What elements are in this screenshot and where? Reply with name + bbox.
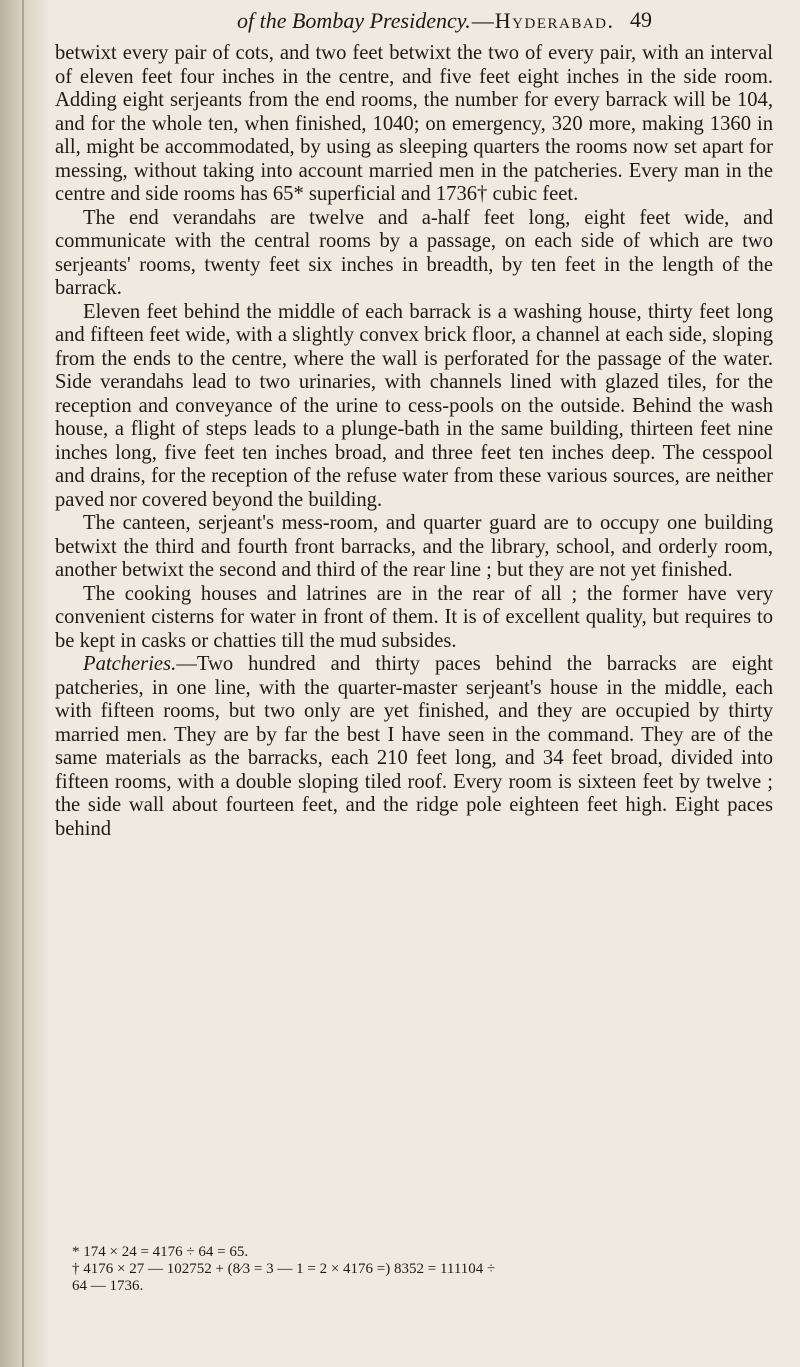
running-header-place: Hyderabad. <box>494 8 615 33</box>
body-text <box>55 42 773 841</box>
paragraph: The canteen, serjeant's mess-room, and quarter guard are to occupy one building betwixt the third and fourth front barracks, and the library, school, and orderly room, another betwixt the second and third of the rear line ; but they are not yet finished. <box>55 512 773 581</box>
binding-edge <box>22 0 24 1367</box>
running-header-title: of the Bombay Presidency. <box>237 8 471 33</box>
page-binding-shadow <box>0 0 48 1367</box>
paragraph-body: —Two hundred and thirty paces behind the barracks are eight patcheries, in one line, with the quarter-master serjeant's house in the middle, each with fifteen rooms, but two only are yet finished, and they are occupied by thirty married men. They are by far the best I have seen in the command. They are of the same materials as the barracks, each 210 feet long, and 34 feet broad, divided into fifteen rooms, with a double sloping tiled roof. Every room is sixteen feet by twelve ; the side wall about fourteen feet, and the ridge pole eighteen feet high. Eight paces behind <box>55 653 773 840</box>
footnote: 64 — 1736. <box>72 1278 144 1294</box>
paragraph: The end verandahs are twelve and a-half feet long, eight feet wide, and communicate with the central rooms by a passage, on each side of which are two serjeants' rooms, twenty feet six inches in breadth, by ten feet in the length of the barrack. <box>55 206 773 299</box>
footnote: * 174 × 24 = 4176 ÷ 64 = 65. <box>72 1244 249 1260</box>
page-number: 49 <box>630 7 652 32</box>
paragraph: betwixt every pair of cots, and two feet betwixt the two of every pair, with an interval of eleven feet four inches in the centre, and five feet eight inches in the side room. Adding eight serjeants from the end rooms, the number for every barrack will be 104, and for the whole ten, when finished, 1040; on emergency, 320 more, making 1360 in all, might be accommodated, by using as sleeping quarters the rooms now set apart for messing, without taking into account married men in the patcheries. Every man in the centre and side rooms has 65* superficial and 1736† cubic feet. <box>55 42 773 205</box>
section-lead-italic: Patcheries. <box>83 653 177 675</box>
paragraph-patcheries <box>55 653 773 841</box>
footnote: † 4176 × 27 — 102752 + (8⁄3 = 3 — 1 = 2 × 4176 =) 8352 = 111104 ÷ <box>72 1261 496 1277</box>
paragraph: The cooking houses and latrines are in the rear of all ; the former have very convenient cisterns for water in front of them. It is of excellent quality, but requires to be kept in casks or chatties till the mud subsides. <box>55 582 773 652</box>
footnotes <box>72 1244 772 1295</box>
paragraph: Eleven feet behind the middle of each barrack is a washing house, thirty feet long and fifteen feet wide, with a slightly convex brick floor, a channel at each side, sloping from the ends to the centre, where the wall is perforated for the passage of the water. Side verandahs lead to two urinaries, with channels lined with glazed tiles, for the reception and conveyance of the urine to cess-pools on the outside. Behind the wash house, a flight of steps leads to a plunge-bath in the same building, thirteen feet nine inches long, five feet ten inches broad, and three feet ten inches deep. The cesspool and drains, for the reception of the refuse water from these various sources, are neither paved nor covered beyond the building. <box>55 300 773 511</box>
running-header-separator: — <box>471 8 494 33</box>
